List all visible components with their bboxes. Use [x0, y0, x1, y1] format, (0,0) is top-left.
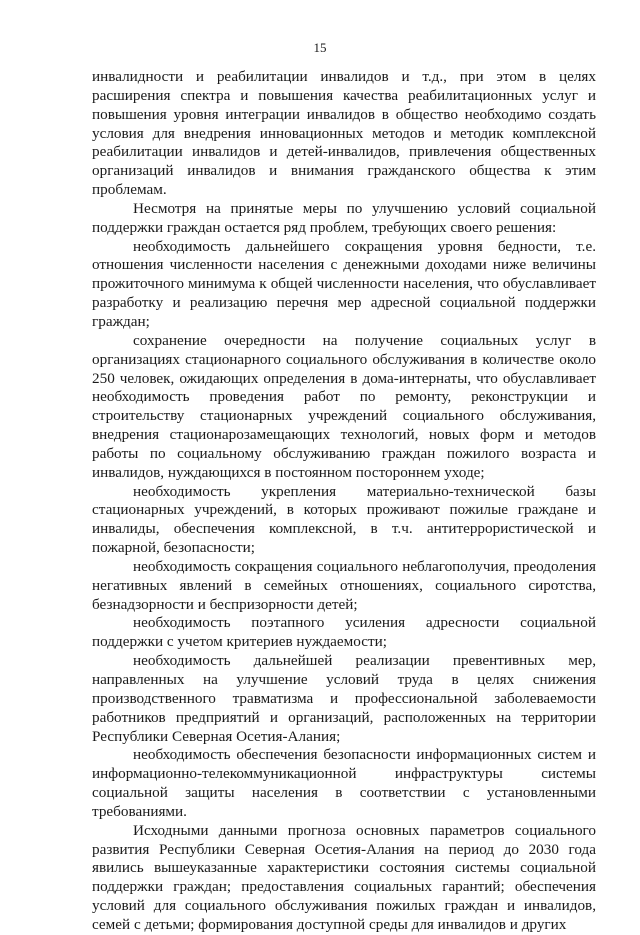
paragraph-material-base: необходимость укрепления материально-технической базы стационарных учреждений, в которых проживают пожилые граждане и инвалиды, обеспечения комплексной, в т.ч. антитеррористической и пожарной, безопасности;	[92, 482, 596, 557]
paragraph-targeted-support: необходимость поэтапного усиления адресности социальной поддержки с учетом критериев нуждаемости;	[92, 614, 596, 651]
paragraph-forecast-basis: Исходными данными прогноза основных параметров социального развития Республики Северная Осетия-Алания на период до 2030 года явились вышеуказанные характеристики состояния системы социальной поддержки граждан; предоставления социальных гарантий; обеспечения условий для социального обслуживания пожилых граждан и инвалидов, семей с детьми; формирования доступной среды для инвалидов и других	[92, 821, 596, 933]
document-body	[92, 68, 596, 935]
paragraph-poverty-reduction: необходимость дальнейшего сокращения уровня бедности, т.е. отношения численности населения с денежными доходами ниже величины прожиточного минимума к общей численности населения, что обуславливает разработку и реализацию перечня мер адресной социальной поддержки граждан;	[92, 237, 596, 330]
page-number: 15	[313, 40, 327, 55]
paragraph-social-disadvantage: необходимость сокращения социального неблагополучия, преодоления негативных явлений в семейных отношениях, социального сиротства, безнадзорности и беспризорности детей;	[92, 557, 596, 613]
paragraph-continuation: инвалидности и реабилитации инвалидов и т.д., при этом в целях расширения спектра и повышения качества реабилитационных услуг и повышения уровня интеграции инвалидов в общество необходимо создать условия для внедрения инновационных методов и методик комплексной реабилитации инвалидов и детей-инвалидов, привлечения общественных организаций инвалидов и внимания гражданского общества к этим проблемам.	[92, 68, 596, 199]
paragraph-problems-intro: Несмотря на принятые меры по улучшению условий социальной поддержки граждан остается ряд проблем, требующих своего решения:	[92, 199, 596, 236]
paragraph-working-conditions: необходимость дальнейшей реализации превентивных мер, направленных на улучшение условий труда в целях снижения производственного травматизма и профессиональной заболеваемости работников предприятий и организаций, расположенных на территории Республики Северная Осетия-Алания;	[92, 652, 596, 745]
paragraph-inpatient-queue: сохранение очередности на получение социальных услуг в организациях стационарного социального обслуживания в количестве около 250 человек, ожидающих определения в дома-интернаты, что обуславливает необходимость проведения работ по ремонту, реконструкции и строительству стационарных учреждений социального обслуживания, внедрения стационарозамещающих технологий, новых форм и методов работы по социальному обслуживанию граждан пожилого возраста и инвалидов, нуждающихся в постоянном постороннем уходе;	[92, 331, 596, 481]
paragraph-information-security: необходимость обеспечения безопасности информационных систем и информационно-телекоммуникационной инфраструктуры системы социальной защиты населения в соответствии с установленными требованиями.	[92, 746, 596, 820]
